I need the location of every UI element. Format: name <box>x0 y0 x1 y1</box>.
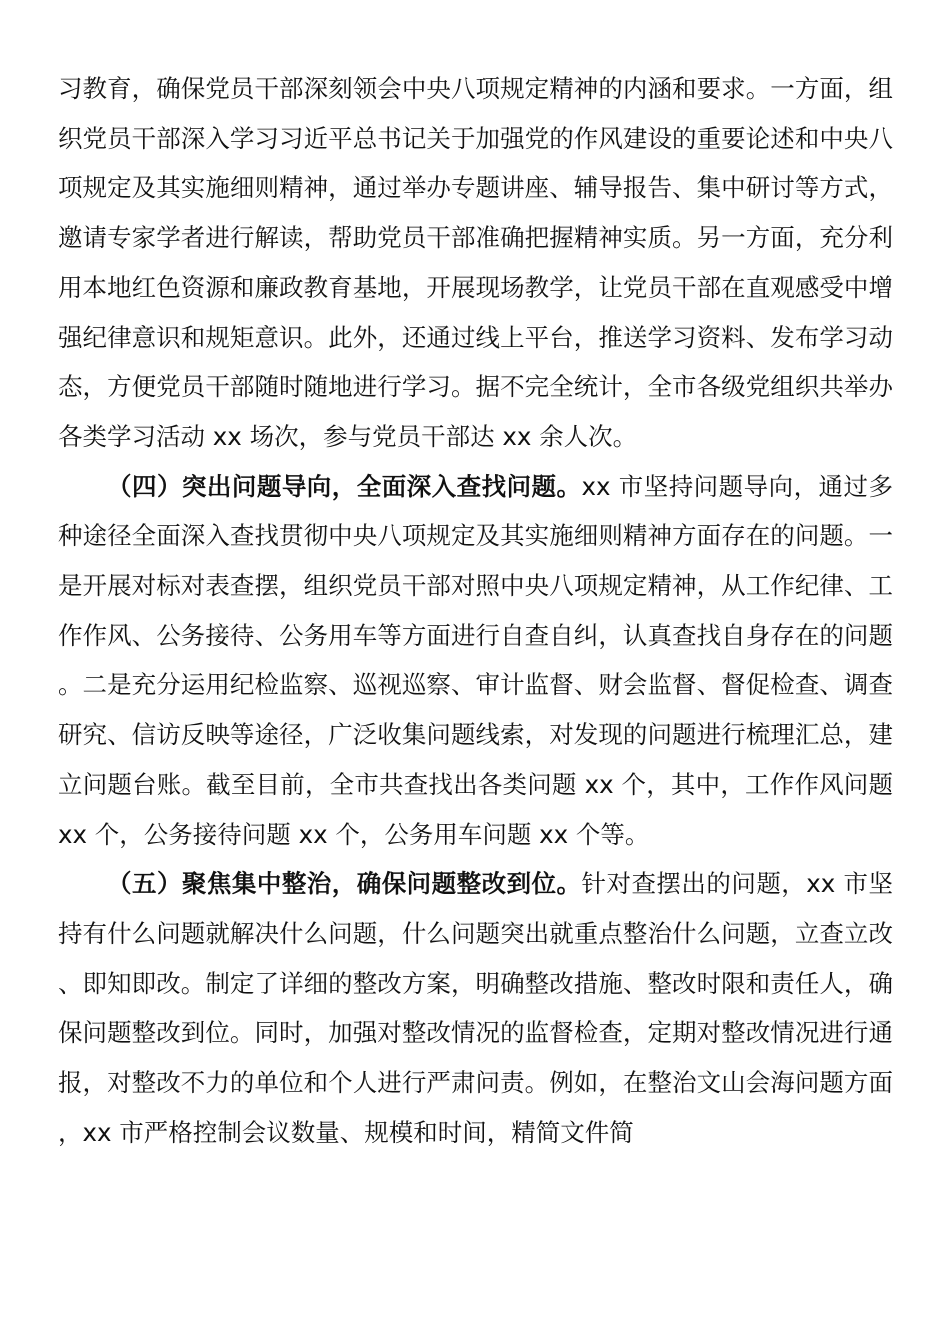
paragraph-body: xx 市坚持问题导向，通过多种途径全面深入查找贯彻中央八项规定及其实施细则精神方面存在的问题。一是开展对标对表查摆，组织党员干部对照中央八项规定精神，从工作纪律、工作作风、公务接待、公务用车等方面进行自查自纠，认真查找自身存在的问题。二是充分运用纪检监察、巡视巡察、审计监督、财会监督、督促检查、调查研究、信访反映等途径，广泛收集问题线索，对发现的问题进行梳理汇总，建立问题台账。截至目前，全市共查找出各类问题 xx 个，其中，工作作风问题 xx 个，公务接待问题 xx 个，公务用车问题 xx 个等。 <box>58 471 893 849</box>
paragraph-section-5 <box>58 859 893 1157</box>
paragraph-section-4 <box>58 462 893 860</box>
document-body <box>58 64 893 1157</box>
section-heading: （五）聚焦集中整治，确保问题整改到位。 <box>107 869 582 899</box>
paragraph-continued <box>58 64 893 462</box>
paragraph-body: 习教育，确保党员干部深刻领会中央八项规定精神的内涵和要求。一方面，组织党员干部深入学习习近平总书记关于加强党的作风建设的重要论述和中央八项规定及其实施细则精神，通过举办专题讲座、辅导报告、集中研讨等方式，邀请专家学者进行解读，帮助党员干部准确把握精神实质。另一方面，充分利用本地红色资源和廉政教育基地，开展现场教学，让党员干部在直观感受中增强纪律意识和规矩意识。此外，还通过线上平台，推送学习资料、发布学习动态，方便党员干部随时随地进行学习。据不完全统计，全市各级党组织共举办各类学习活动 xx 场次，参与党员干部达 xx 余人次。 <box>58 74 893 451</box>
section-heading: （四）突出问题导向，全面深入查找问题。 <box>107 471 582 501</box>
paragraph-body: 针对查摆出的问题，xx 市坚持有什么问题就解决什么问题，什么问题突出就重点整治什么问题，立查立改、即知即改。制定了详细的整改方案，明确整改措施、整改时限和责任人，确保问题整改到位。同时，加强对整改情况的监督检查，定期对整改情况进行通报，对整改不力的单位和个人进行严肃问责。例如，在整治文山会海问题方面，xx 市严格控制会议数量、规模和时间，精简文件简 <box>58 869 893 1147</box>
